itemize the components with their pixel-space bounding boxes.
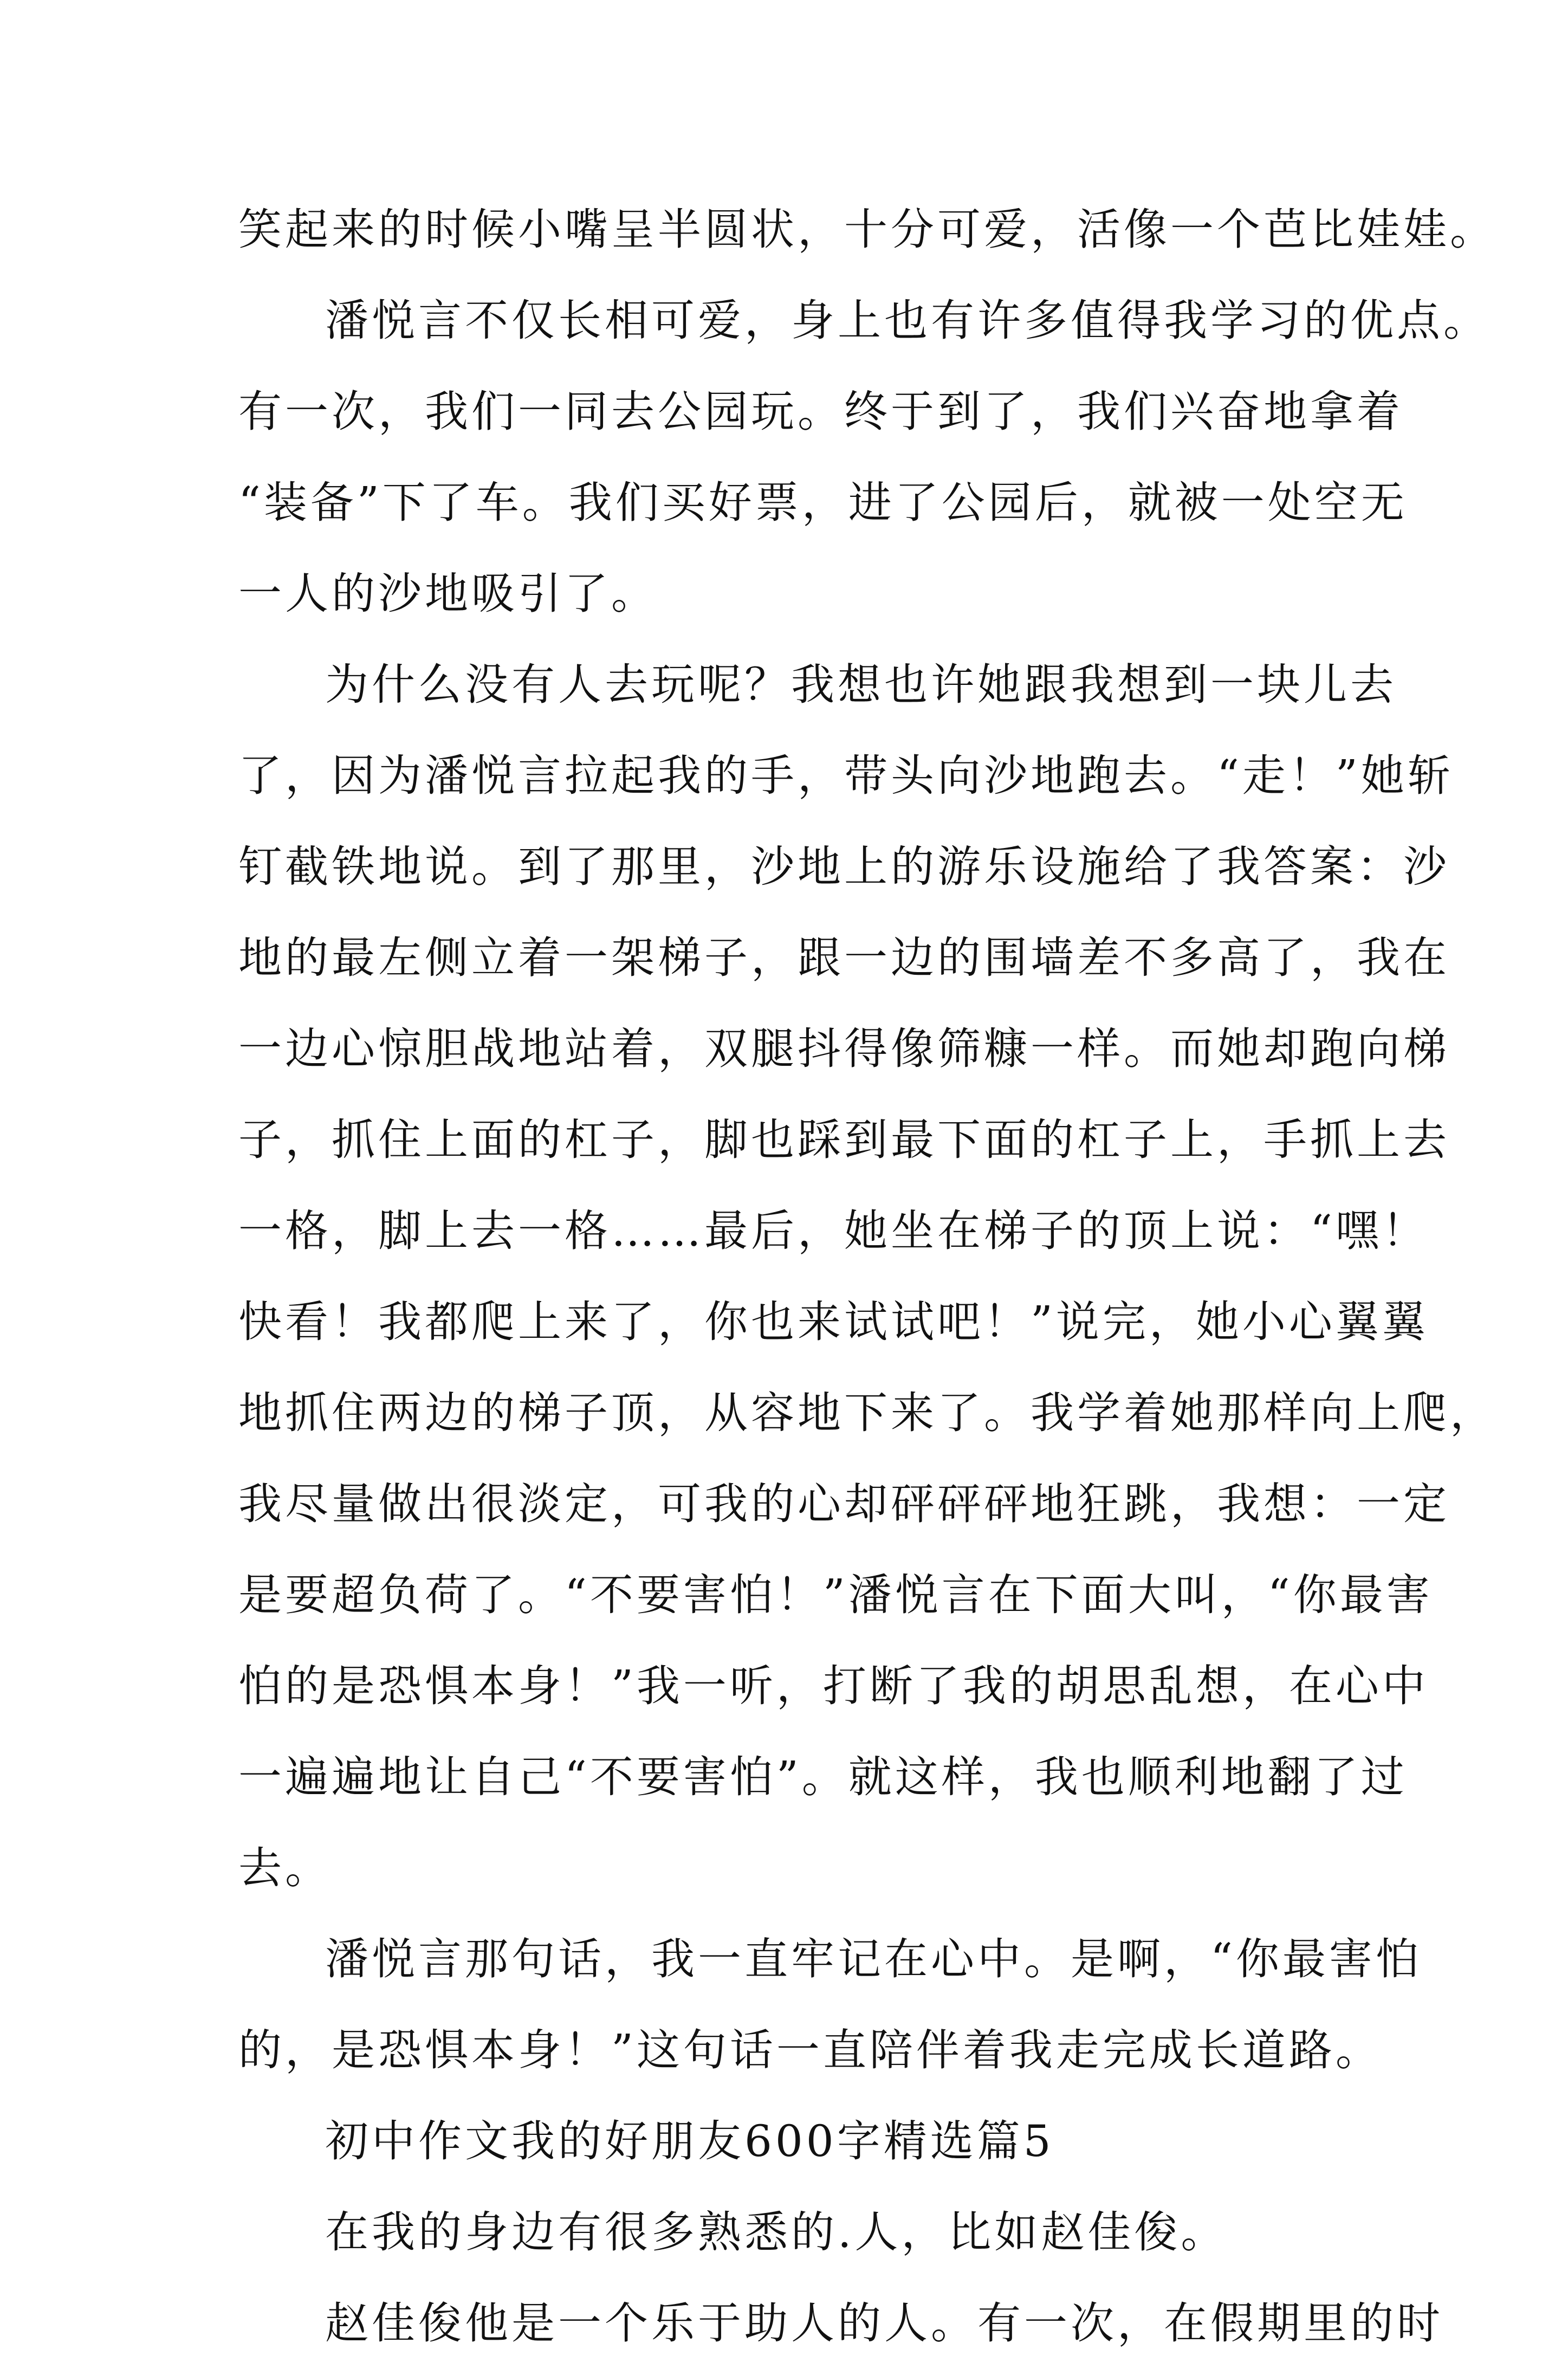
- text-line: 怕的是恐惧本身！”我一听，打断了我的胡思乱想，在心中: [238, 1661, 1429, 1711]
- text-line: 一格，脚上去一格……最后，她坐在梯子的顶上说：“嘿！: [238, 1206, 1429, 1256]
- text-line: 子，抓住上面的杠子，脚也踩到最下面的杠子上，手抓上去: [238, 1115, 1450, 1165]
- text-line: 在我的身边有很多熟悉的.人，比如赵佳俊。: [325, 2207, 1228, 2257]
- document-body: [238, 184, 1496, 2369]
- text-line: 赵佳俊他是一个乐于助人的人。有一次，在假期里的时: [325, 2298, 1443, 2348]
- text-line: 了，因为潘悦言拉起我的手，带头向沙地跑去。“走！”她斩: [238, 750, 1454, 801]
- text-line: 一遍遍地让自己“不要害怕”。就这样，我也顺利地翻了过: [238, 1752, 1408, 1802]
- text-line: 有一次，我们一同去公园玩。终于到了，我们兴奋地拿着: [238, 386, 1403, 437]
- text-line: 为什么没有人去玩呢？我想也许她跟我想到一块儿去: [325, 659, 1397, 710]
- text-line: 去。: [238, 1843, 332, 1893]
- text-line: 一人的沙地吸引了。: [238, 568, 658, 619]
- text-line: 是要超负荷了。“不要害怕！”潘悦言在下面大叫，“你最害: [238, 1570, 1433, 1620]
- text-line: “装备”下了车。我们买好票，进了公园后，就被一处空无: [238, 477, 1408, 528]
- text-line: 笑起来的时候小嘴呈半圆状，十分可爱，活像一个芭比娃娃。: [238, 204, 1496, 255]
- text-line: 地的最左侧立着一架梯子，跟一边的围墙差不多高了，我在: [238, 933, 1450, 983]
- text-line: 钉截铁地说。到了那里，沙地上的游乐设施给了我答案：沙: [238, 842, 1450, 892]
- section-heading: 初中作文我的好朋友600字精选篇5: [325, 2116, 1054, 2166]
- text-line: 快看！我都爬上来了，你也来试试吧！”说完，她小心翼翼: [238, 1297, 1429, 1347]
- text-line: 一边心惊胆战地站着，双腿抖得像筛糠一样。而她却跑向梯: [238, 1024, 1450, 1074]
- text-line: 我尽量做出很淡定，可我的心却砰砰砰地狂跳，我想：一定: [238, 1479, 1450, 1529]
- text-line: 地抓住两边的梯子顶，从容地下来了。我学着她那样向上爬，: [238, 1388, 1496, 1438]
- text-line: 潘悦言不仅长相可爱，身上也有许多值得我学习的优点。: [325, 295, 1490, 346]
- text-line: 的，是恐惧本身！”这句话一直陪伴着我走完成长道路。: [238, 2025, 1382, 2075]
- text-line: 潘悦言那句话，我一直牢记在心中。是啊，“你最害怕: [325, 1934, 1422, 1984]
